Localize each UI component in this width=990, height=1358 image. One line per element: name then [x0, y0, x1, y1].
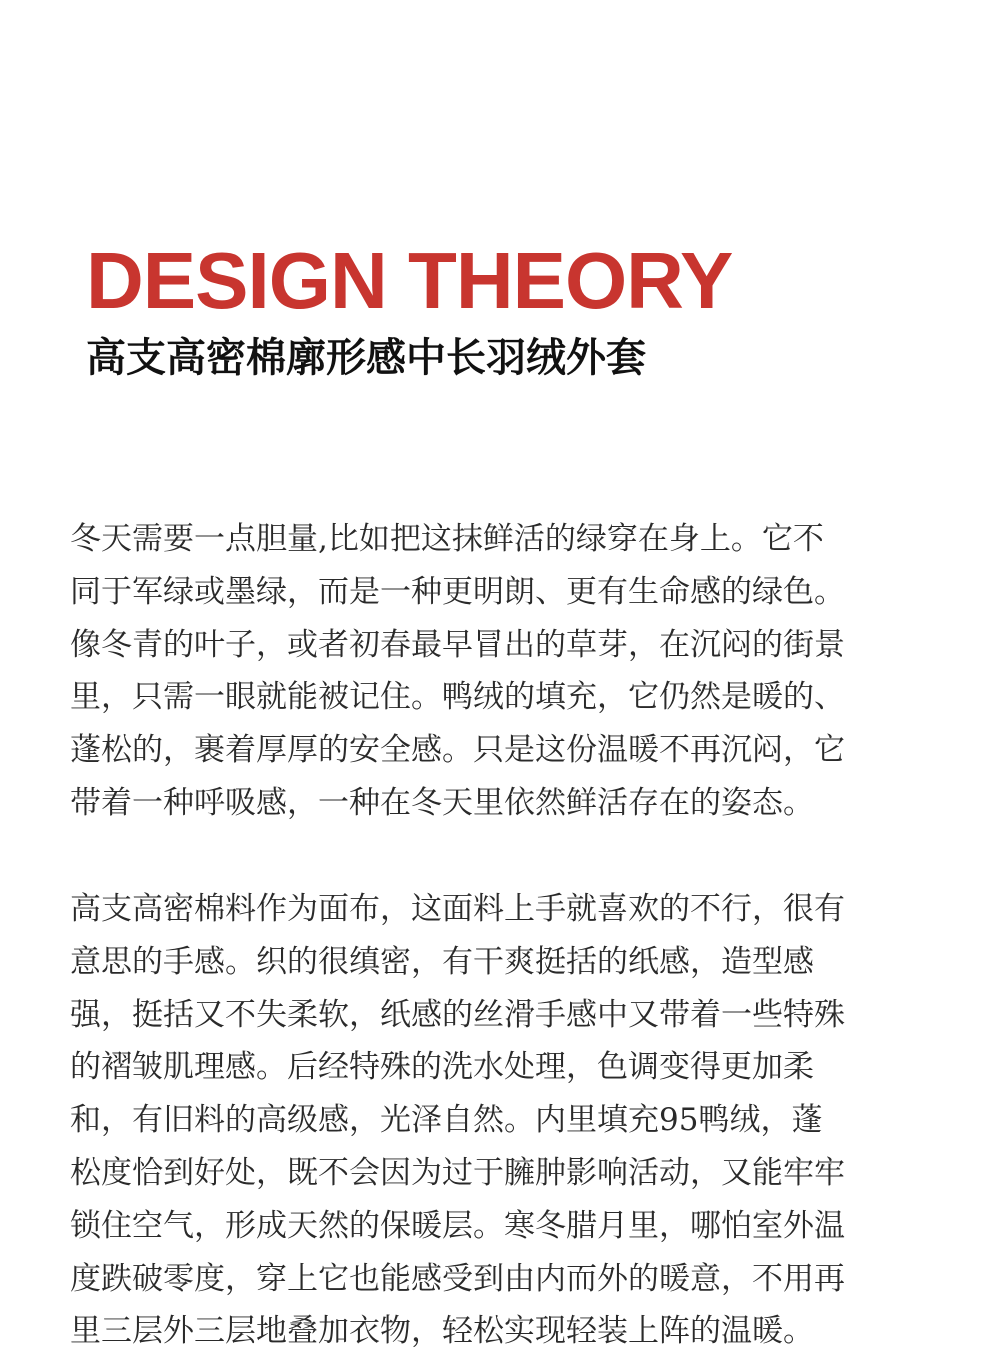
- paragraph-line: 强，挺括又不失柔软，纸感的丝滑手感中又带着一些特殊: [70, 996, 845, 1033]
- paragraph-line: 意思的手感。织的很缜密，有干爽挺括的纸感，造型感: [70, 943, 814, 980]
- paragraph-line: 的褶皱肌理感。后经特殊的洗水处理，色调变得更加柔: [70, 1049, 814, 1086]
- paragraph-intro: [70, 513, 930, 830]
- headline-design-theory: DESIGN THEORY: [86, 236, 733, 325]
- paragraph-line: 高支高密棉料作为面布，这面料上手就喜欢的不行，很有: [70, 891, 845, 927]
- product-subtitle: 高支高密棉廓形感中长羽绒外套: [86, 335, 646, 381]
- paragraph-fabric: [70, 883, 930, 1358]
- paragraph-line: 里，只需一眼就能被记住。鸭绒的填充，它仍然是暖的、: [70, 679, 845, 716]
- paragraph-line: 锁住空气，形成天然的保暖层。寒冬腊月里，哪怕室外温: [70, 1207, 845, 1244]
- paragraph-line: 像冬青的叶子，或者初春最早冒出的草芽，在沉闷的街景: [70, 626, 845, 663]
- paragraph-line: 同于军绿或墨绿，而是一种更明朗、更有生命感的绿色。: [70, 573, 845, 610]
- paragraph-line: 里三层外三层地叠加衣物，轻松实现轻装上阵的温暖。: [70, 1313, 814, 1350]
- paragraph-line: 带着一种呼吸感，一种在冬天里依然鲜活存在的姿态。: [70, 784, 814, 821]
- paragraph-line: 蓬松的，裹着厚厚的安全感。只是这份温暖不再沉闷，它: [70, 732, 845, 769]
- paragraph-line: 和，有旧料的高级感，光泽自然。内里填充95鸭绒，蓬: [70, 1102, 823, 1139]
- paragraph-line: 松度恰到好处，既不会因为过于臃肿影响活动，又能牢牢: [70, 1154, 845, 1191]
- paragraph-line: 冬天需要一点胆量,比如把这抹鲜活的绿穿在身上。它不: [70, 521, 824, 557]
- paragraph-line: 度跌破零度，穿上它也能感受到由内而外的暖意，不用再: [70, 1260, 845, 1297]
